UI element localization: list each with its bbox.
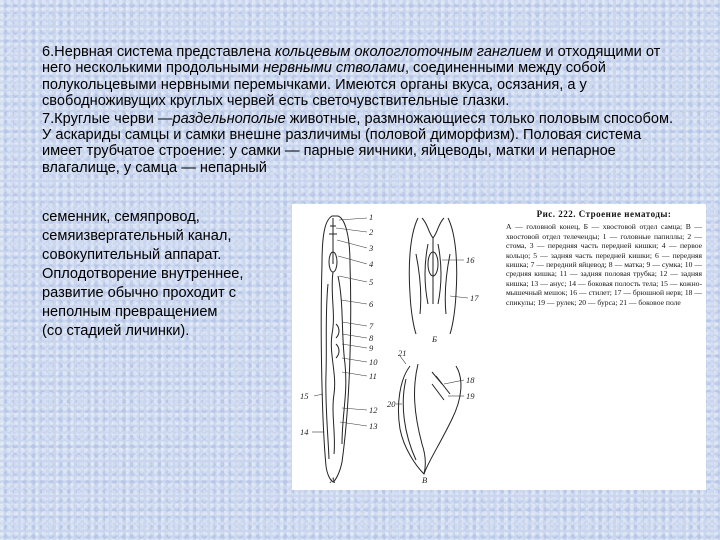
label-a-12: 12 <box>369 405 378 415</box>
nematode-figure <box>292 204 706 490</box>
text-run: , соединенными между собой полукольцевыми нервными перемычками. Имеются органы вкуса, осязания, а у свободноживущих круглых червей есть светочувствительные глазки. <box>42 60 606 110</box>
label-a-2: 2 <box>369 227 374 237</box>
label-b-17: 17 <box>470 293 479 303</box>
continuation-line: неполным превращением <box>42 304 218 320</box>
labels-b <box>431 255 479 344</box>
paragraph-nervous-system <box>42 44 682 110</box>
text-run: 6.Нервная система представлена <box>42 44 275 60</box>
figure-caption-body: А — головной конец, Б — хвостовой отдел самца; В — хвостовой отдел телеченды; 1 — головные папиллы; 2 — стома, 3 — передняя часть передней кишки; 4 — первое кольцо; 5 — задняя часть передней кишки; 6 — передняя кишка; 7 — передний яйцевод; 8 — матка; 9 — сумка; 10 — средняя кишка; 11 — задняя половая трубка; 12 — задняя кишка; 13 — анус; 14 — боковая полость тела; 15 — кожно-мышечный мешок; 16 — стилет; 17 — брюшной нерв; 18 — спикулы; 19 — рулек; 20 — бурса; 21 — боковое поле <box>506 222 702 307</box>
figure-caption-title: Рис. 222. Строение нематоды: <box>536 209 672 219</box>
emphasized-term: кольцевым окологлоточным ганглием <box>274 44 542 60</box>
label-c-19: 19 <box>466 391 475 401</box>
continuation-line: Оплодотворение внутреннее, <box>42 266 244 282</box>
text-run: животные, размножающиеся только половым способом. У аскариды самцы и самки внешне различимы (половой диморфизм). Половая система имеет трубчатое строение: у самки — парные яичники, яйцеводы, матки и непарное влагалище, у самца — непарный <box>42 110 674 176</box>
label-c-18: 18 <box>466 375 475 385</box>
drawing-a-letter: А <box>330 475 336 485</box>
label-a-1: 1 <box>369 212 374 222</box>
paragraph-continuation <box>42 208 292 341</box>
drawing-b-letter: Б <box>432 334 438 344</box>
drawing-a <box>321 216 351 482</box>
label-a-5: 5 <box>369 277 374 287</box>
label-a-11: 11 <box>369 371 377 381</box>
emphasized-term: нервными стволами <box>263 60 405 77</box>
label-a-4: 4 <box>369 259 374 269</box>
label-a-6: 6 <box>369 299 374 309</box>
continuation-line: семяизвергательный канал, <box>42 228 232 244</box>
label-b-16: 16 <box>466 255 475 265</box>
label-a-3: 3 <box>369 243 374 253</box>
label-a-13: 13 <box>369 421 378 431</box>
label-c-20: 20 <box>387 399 396 409</box>
label-a-10: 10 <box>369 357 378 367</box>
paragraph-reproduction <box>42 111 682 177</box>
label-a-9: 9 <box>369 343 374 353</box>
label-a-15: 15 <box>300 391 309 401</box>
labels-c <box>387 348 475 485</box>
drawing-c <box>398 364 460 474</box>
continuation-line: совокупительный аппарат. <box>42 247 222 263</box>
text-run: и отходящими от него несколькими продольными <box>42 44 661 77</box>
drawing-b <box>409 218 456 334</box>
slide-text <box>42 44 682 176</box>
emphasized-term: раздельнополые <box>172 110 286 127</box>
drawing-c-letter: В <box>422 475 428 485</box>
label-a-14: 14 <box>300 427 309 437</box>
continuation-line: развитие обычно проходит с <box>42 285 237 301</box>
label-c-21: 21 <box>398 348 407 358</box>
continuation-line: семенник, семяпровод, <box>42 209 200 225</box>
text-run: 7.Круглые черви — <box>42 110 173 127</box>
leaders-a <box>312 218 367 432</box>
continuation-line: (со стадией личинки). <box>42 323 190 339</box>
figure-caption <box>506 210 702 307</box>
label-a-8: 8 <box>369 333 374 343</box>
label-a-7: 7 <box>369 321 374 331</box>
